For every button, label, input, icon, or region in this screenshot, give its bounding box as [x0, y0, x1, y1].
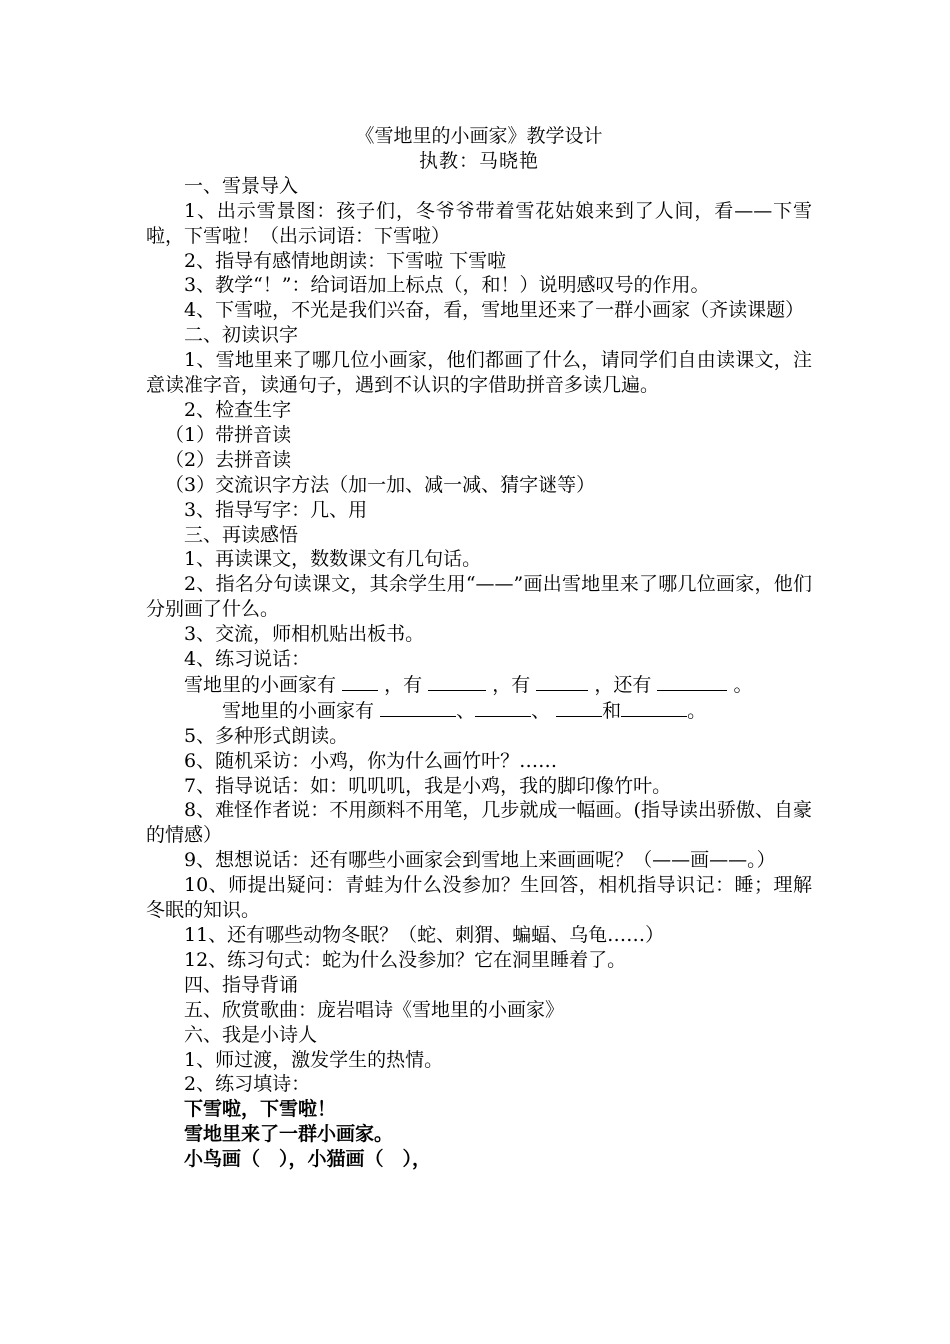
fill-blank	[342, 672, 378, 691]
section-heading: 五、欣赏歌曲：庞岩唱诗《雪地里的小画家》	[184, 998, 565, 1021]
fill-blank	[475, 698, 531, 717]
paragraph: 2、检查生字	[184, 398, 292, 421]
paragraph: 1、雪地里来了哪几位小画家，他们都画了什么，请同学们自由读课文，注意读准字音，读通句子，遇到不认识的字借助拼音多读几遍。	[146, 349, 812, 397]
paragraph: 8、难怪作者说：不用颜料不用笔，几步就成一幅画。(指导读出骄傲、自豪的情感）	[146, 799, 812, 847]
paragraph: 2、练习填诗：	[184, 1073, 311, 1096]
paragraph: 1、出示雪景图：孩子们，冬爷爷带着雪花姑娘来到了人间，看——下雪啦，下雪啦！（出示词语：下雪啦）	[146, 199, 812, 247]
sentence-part: 、	[456, 699, 476, 722]
sentence-part: 。	[733, 673, 753, 696]
sentence-part: 雪地里的小画家有	[222, 699, 375, 722]
sentence-part: 和	[602, 699, 622, 722]
paragraph: 11、还有哪些动物冬眠？（蛇、刺猬、蝙蝠、乌龟……）	[184, 924, 665, 946]
paragraph: 3、教学“！”：给词语加上标点（，和！）说明感叹号的作用。	[184, 274, 710, 297]
paragraph: 3、指导写字：几、用	[184, 498, 368, 521]
paragraph: 4、下雪啦，不光是我们兴奋，看，雪地里还来了一群小画家（齐读课题）	[184, 299, 805, 322]
paragraph: 1、再读课文，数数课文有几句话。	[184, 548, 482, 571]
sentence-part: ，有	[492, 673, 531, 696]
document-author: 执教：马晓艳	[418, 149, 539, 172]
sentence-part: ，有	[384, 673, 423, 696]
paragraph: （3）交流识字方法（加一加、减一减、猜字谜等）	[165, 473, 596, 496]
paragraph: 4、练习说话：	[184, 648, 311, 671]
fill-blank	[380, 698, 456, 717]
fill-in-sentence-1	[146, 672, 812, 698]
sentence-part: 雪地里的小画家有	[184, 673, 337, 696]
paragraph: 9、想想说话：还有哪些小画家会到雪地上来画画呢？（——画——。）	[184, 849, 776, 872]
paragraph: 5、多种形式朗读。	[184, 724, 349, 747]
paragraph: 12、练习句式：蛇为什么没参加？它在洞里睡着了。	[184, 948, 627, 971]
section-heading: 二、初读识字	[184, 324, 299, 347]
poem-line: 雪地里来了一群小画家。	[184, 1123, 394, 1146]
paragraph: 10、师提出疑问：青蛙为什么没参加？生回答，相机指导识记：睡；理解冬眠的知识。	[146, 874, 812, 922]
poem-line: 小鸟画（ ），小猫画（ ），	[184, 1148, 432, 1171]
paragraph: （1）带拼音读	[165, 423, 292, 446]
paragraph: 2、指名分句读课文，其余学生用“——”画出雪地里来了哪几位画家，他们分别画了什么。	[146, 573, 812, 621]
paragraph: 2、指导有感情地朗读：下雪啦 下雪啦	[184, 249, 507, 272]
sentence-part: 。	[687, 699, 707, 722]
document-body	[146, 124, 812, 1172]
paragraph: 3、交流，师相机贴出板书。	[184, 623, 425, 646]
section-heading: 四、指导背诵	[184, 973, 299, 996]
fill-blank	[621, 698, 687, 717]
fill-blank	[428, 672, 486, 691]
sentence-part: ，还有	[594, 673, 652, 696]
paragraph: （2）去拼音读	[165, 448, 292, 471]
section-heading: 一、雪景导入	[184, 174, 299, 197]
poem-line: 下雪啦，下雪啦！	[184, 1098, 337, 1121]
section-heading: 六、我是小诗人	[184, 1023, 318, 1046]
paragraph: 7、指导说话：如：叽叽叽，我是小鸡，我的脚印像竹叶。	[184, 774, 672, 797]
document-title: 《雪地里的小画家》教学设计	[355, 125, 603, 147]
fill-blank	[657, 672, 727, 691]
paragraph: 6、随机采访：小鸡，你为什么画竹叶？……	[184, 749, 558, 772]
fill-in-sentence-2	[146, 698, 812, 724]
fill-blank	[556, 698, 602, 717]
section-heading: 三、再读感悟	[184, 523, 299, 546]
fill-blank	[536, 672, 588, 691]
sentence-part: 、	[531, 699, 551, 722]
paragraph: 1、师过渡，激发学生的热情。	[184, 1048, 444, 1071]
